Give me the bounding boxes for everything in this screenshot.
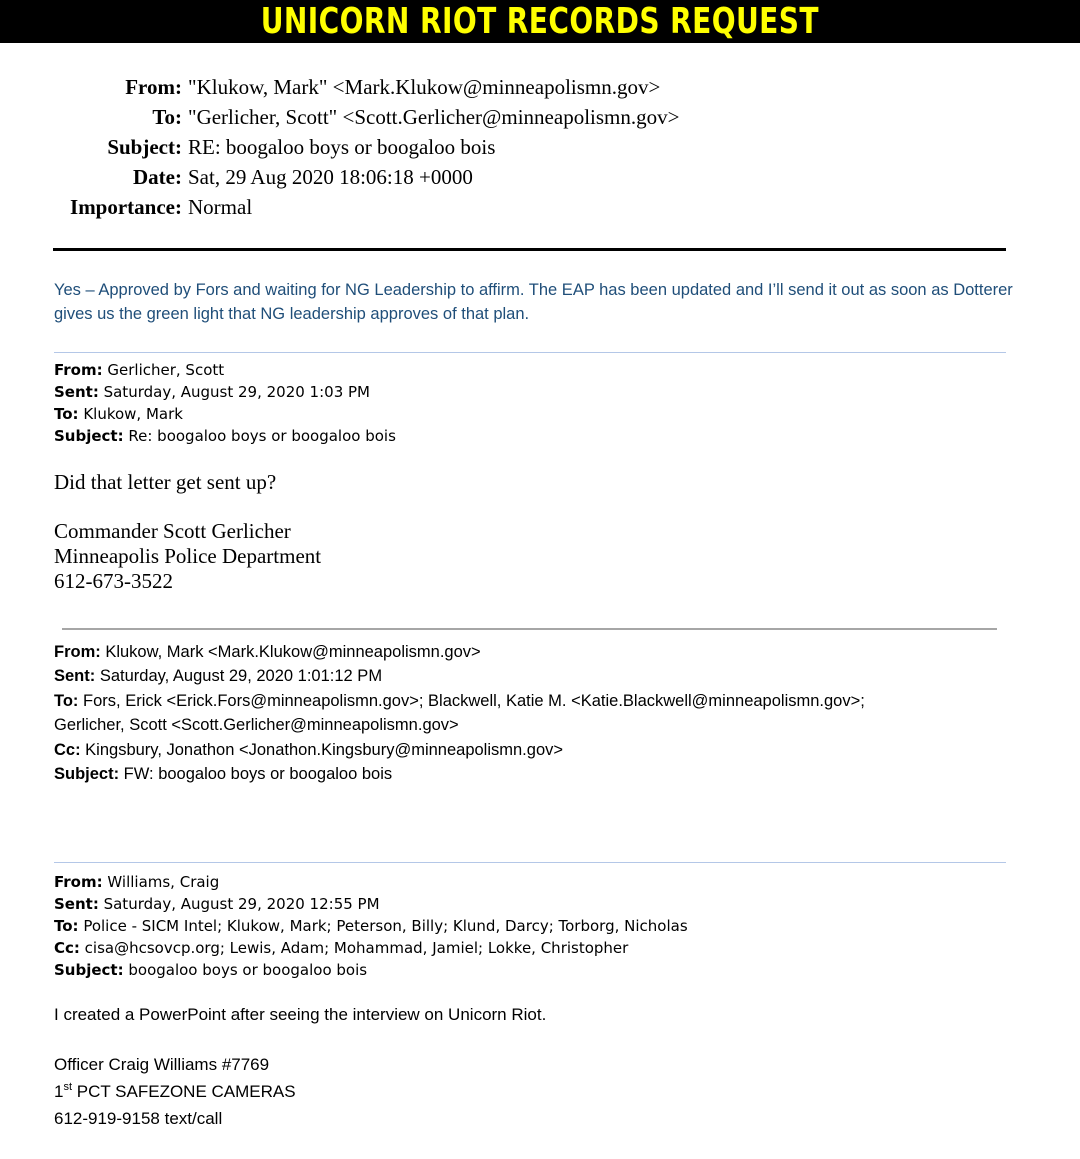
header-to-value: "Gerlicher, Scott" <Scott.Gerlicher@minneapolismn.gov> <box>188 105 680 129</box>
header-to-row <box>0 102 679 132</box>
msg4-subject <box>54 959 688 981</box>
msg4-from <box>54 871 688 893</box>
sent-value: Saturday, August 29, 2020 1:03 PM <box>98 383 370 401</box>
to-value: Police - SICM Intel; Klukow, Mark; Peterson, Billy; Klund, Darcy; Torborg, Nicholas <box>78 917 688 935</box>
header-date-value: Sat, 29 Aug 2020 18:06:18 +0000 <box>188 165 473 189</box>
sent-label: Sent: <box>54 667 96 686</box>
header-to-label: To: <box>152 105 182 129</box>
precinct-number: 1 <box>54 1082 64 1101</box>
msg3-sent <box>54 664 865 688</box>
ordinal-suffix: st <box>63 1081 73 1093</box>
to-value-continued: Gerlicher, Scott <Scott.Gerlicher@minneapolismn.gov> <box>54 716 459 735</box>
header-subject-row <box>0 132 679 162</box>
msg2-sent <box>54 381 396 403</box>
header-subject-label: Subject: <box>107 135 182 159</box>
precinct-unit: PCT SAFEZONE CAMERAS <box>72 1082 296 1101</box>
records-request-banner <box>0 0 1080 43</box>
to-value: Fors, Erick <Erick.Fors@minneapolismn.gov>; Blackwell, Katie M. <Katie.Blackwell@minneapolismn.gov>; <box>78 691 865 710</box>
cc-value: cisa@hcsovcp.org; Lewis, Adam; Mohammad, Jamiel; Lokke, Christopher <box>79 939 629 957</box>
msg2-from <box>54 359 396 381</box>
subject-value: FW: boogaloo boys or boogaloo bois <box>119 765 393 784</box>
reply-body: Yes – Approved by Fors and waiting for NG Leadership to affirm. The EAP has been updated and I’ll send it out as soon as Dotterer gives us the green light that NG leadership approves of that plan. <box>54 281 1013 323</box>
from-label: From: <box>54 643 101 661</box>
message-4-body: I created a PowerPoint after seeing the interview on Unicorn Riot. <box>54 1005 547 1024</box>
header-importance-value: Normal <box>188 195 253 219</box>
subject-value: Re: boogaloo boys or boogaloo bois <box>123 427 396 445</box>
message-separator <box>54 352 1006 353</box>
to-value: Klukow, Mark <box>78 405 183 423</box>
from-value: Klukow, Mark <Mark.Klukow@minneapolismn.gov> <box>100 643 481 661</box>
msg3-to <box>54 689 865 713</box>
signature-line: 612-919-9158 text/call <box>54 1109 223 1128</box>
msg4-to <box>54 915 688 937</box>
message-2-signature <box>54 519 321 594</box>
msg2-subject <box>54 425 396 447</box>
signature-line: Commander Scott Gerlicher <box>54 519 291 543</box>
sent-value: Saturday, August 29, 2020 12:55 PM <box>98 895 380 913</box>
subject-value: boogaloo boys or boogaloo bois <box>123 961 368 979</box>
sent-value: Saturday, August 29, 2020 1:01:12 PM <box>95 667 383 686</box>
to-label: To: <box>54 691 79 710</box>
from-label: From: <box>54 873 103 891</box>
msg3-cc <box>54 738 865 762</box>
sent-label: Sent: <box>54 895 99 913</box>
header-from-value: "Klukow, Mark" <Mark.Klukow@minneapolismn.gov> <box>188 75 661 99</box>
header-from-label: From: <box>125 75 182 99</box>
signature-line <box>54 1078 296 1105</box>
cc-value: Kingsbury, Jonathon <Jonathon.Kingsbury@minneapolismn.gov> <box>80 740 564 759</box>
cc-label: Cc: <box>54 939 80 957</box>
header-divider <box>53 248 1006 251</box>
msg2-to <box>54 403 396 425</box>
subject-label: Subject: <box>54 427 124 445</box>
subject-label: Subject: <box>54 765 120 784</box>
to-label: To: <box>54 405 79 423</box>
top-email-header <box>0 72 679 222</box>
sent-label: Sent: <box>54 383 99 401</box>
message-separator <box>54 862 1006 863</box>
cc-label: Cc: <box>54 740 81 759</box>
banner-title: UNICORN RIOT RECORDS REQUEST <box>260 1 820 42</box>
header-date-row <box>0 162 679 192</box>
to-label: To: <box>54 917 79 935</box>
header-importance-label: Importance: <box>70 195 182 219</box>
msg3-to-continued <box>54 713 865 737</box>
header-importance-row <box>0 192 679 222</box>
message-2-header <box>54 359 396 447</box>
message-4-signature <box>54 1051 296 1132</box>
message-2-body: Did that letter get sent up? <box>54 470 277 494</box>
subject-label: Subject: <box>54 961 124 979</box>
message-3-header <box>54 640 865 786</box>
signature-line: Officer Craig Williams #7769 <box>54 1055 270 1074</box>
header-date-label: Date: <box>133 165 182 189</box>
message-4-header <box>54 871 688 981</box>
from-value: Williams, Craig <box>102 873 220 891</box>
from-label: From: <box>54 361 103 379</box>
msg3-from <box>54 640 865 664</box>
header-from-row <box>0 72 679 102</box>
signature-line: Minneapolis Police Department <box>54 544 322 568</box>
from-value: Gerlicher, Scott <box>102 361 225 379</box>
signature-line: 612-673-3522 <box>54 569 173 593</box>
msg3-subject <box>54 762 865 786</box>
msg4-cc <box>54 937 688 959</box>
msg4-sent <box>54 893 688 915</box>
message-separator <box>62 628 997 630</box>
header-subject-value: RE: boogaloo boys or boogaloo bois <box>188 135 496 159</box>
